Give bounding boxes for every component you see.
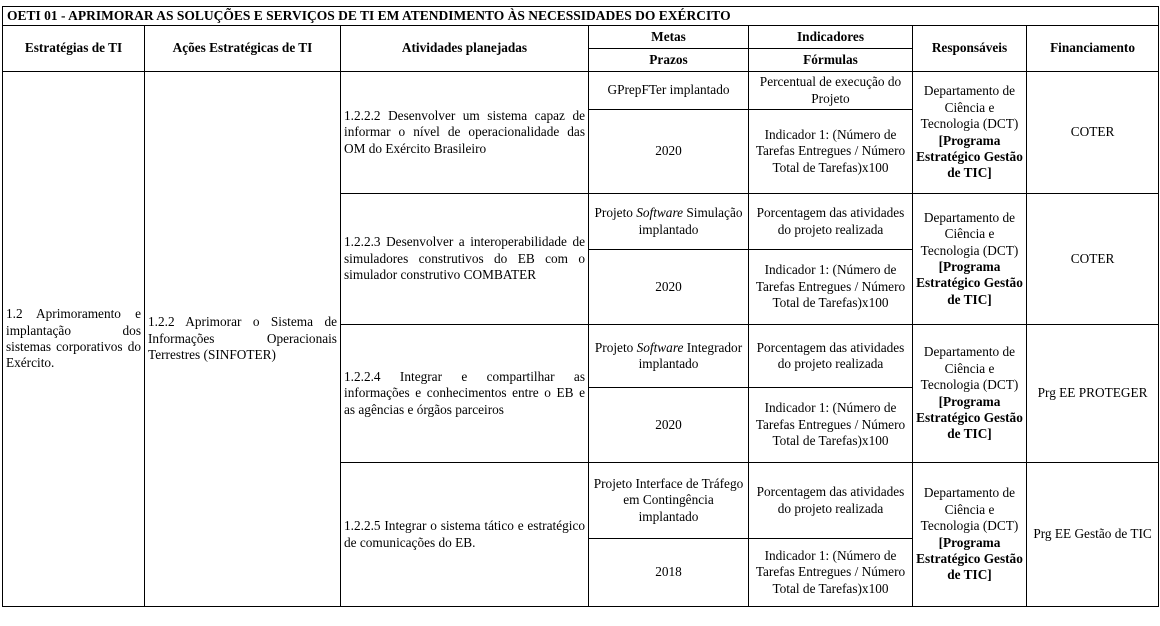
programa-text: [Programa Estratégico Gestão de TIC] <box>916 132 1023 181</box>
responsavel-cell <box>913 325 1027 463</box>
meta-italic: Software <box>636 205 684 221</box>
indicador-cell: Porcentagem das atividades do projeto realizada <box>749 463 913 539</box>
header-acoes: Ações Estratégicas de TI <box>145 26 341 72</box>
financiamento-cell: COTER <box>1027 194 1159 325</box>
header-financiamento: Financiamento <box>1027 26 1159 72</box>
estrategia-cell: 1.2 Aprimoramento e implantação dos sistemas corporativos do Exército. <box>3 72 145 607</box>
meta-prefix: Projeto <box>594 205 637 221</box>
prazo-cell: 2018 <box>589 539 749 607</box>
responsavel-cell <box>913 72 1027 194</box>
indicador-cell: Porcentagem das atividades do projeto realizada <box>749 325 913 388</box>
meta-cell <box>589 325 749 388</box>
meta-cell: Projeto Interface de Tráfego em Contingência implantado <box>589 463 749 539</box>
meta-prefix: Projeto <box>594 339 637 355</box>
formula-cell: Indicador 1: (Número de Tarefas Entregues / Número Total de Tarefas)x100 <box>749 110 913 194</box>
responsavel-text: Departamento de Ciência e Tecnologia (DCT) <box>920 344 1019 393</box>
table-row <box>3 72 1159 110</box>
header-prazos: Prazos <box>589 49 749 72</box>
formula-cell: Indicador 1: (Número de Tarefas Entregues / Número Total de Tarefas)x100 <box>749 539 913 607</box>
meta-cell: GPrepFTer implantado <box>589 72 749 110</box>
meta-cell <box>589 194 749 250</box>
programa-text: [Programa Estratégico Gestão de TIC] <box>916 259 1023 307</box>
formula-cell: Indicador 1: (Número de Tarefas Entregues / Número Total de Tarefas)x100 <box>749 388 913 463</box>
header-formulas: Fórmulas <box>749 49 913 72</box>
header-atividades: Atividades planejadas <box>341 26 589 72</box>
atividade-cell: 1.2.2.3 Desenvolver a interoperabilidade de simuladores construtivos do EB com o simulador construtivo COMBATER <box>341 194 589 325</box>
atividade-cell: 1.2.2.5 Integrar o sistema tático e estratégico de comunicações do EB. <box>341 463 589 607</box>
document-page <box>2 6 1158 607</box>
responsavel-text: Departamento de Ciência e Tecnologia (DCT) <box>920 485 1019 534</box>
prazo-cell: 2020 <box>589 110 749 194</box>
header-estrategias: Estratégias de TI <box>3 26 145 72</box>
formula-cell: Indicador 1: (Número de Tarefas Entregues / Número Total de Tarefas)x100 <box>749 250 913 325</box>
indicador-cell: Percentual de execução do Projeto <box>749 72 913 110</box>
indicador-cell: Porcentagem das atividades do projeto realizada <box>749 194 913 250</box>
prazo-cell: 2020 <box>589 250 749 325</box>
responsavel-cell <box>913 463 1027 607</box>
planning-table <box>2 6 1159 607</box>
atividade-cell: 1.2.2.4 Integrar e compartilhar as informações e conhecimentos entre o EB e as agências e órgãos parceiros <box>341 325 589 463</box>
responsavel-text: Departamento de Ciência e Tecnologia (DCT) <box>920 209 1019 258</box>
financiamento-cell: COTER <box>1027 72 1159 194</box>
programa-text: [Programa Estratégico Gestão de TIC] <box>916 534 1023 583</box>
prazo-cell: 2020 <box>589 388 749 463</box>
meta-suffix: Simulação implantado <box>638 205 743 237</box>
table-title: OETI 01 - APRIMORAR AS SOLUÇÕES E SERVIÇOS DE TI EM ATENDIMENTO ÀS NECESSIDADES DO EXÉRCITO <box>3 7 1159 26</box>
meta-italic: Software <box>636 339 684 355</box>
responsavel-cell <box>913 194 1027 325</box>
programa-text: [Programa Estratégico Gestão de TIC] <box>916 393 1023 442</box>
header-metas: Metas <box>589 26 749 49</box>
header-indicadores: Indicadores <box>749 26 913 49</box>
header-responsaveis: Responsáveis <box>913 26 1027 72</box>
meta-suffix: Integrador implantado <box>638 339 743 371</box>
atividade-cell: 1.2.2.2 Desenvolver um sistema capaz de informar o nível de operacionalidade das OM do Exército Brasileiro <box>341 72 589 194</box>
responsavel-text: Departamento de Ciência e Tecnologia (DCT) <box>920 83 1019 132</box>
acao-cell: 1.2.2 Aprimorar o Sistema de Informações Operacionais Terrestres (SINFOTER) <box>145 72 341 607</box>
financiamento-cell: Prg EE PROTEGER <box>1027 325 1159 463</box>
financiamento-cell: Prg EE Gestão de TIC <box>1027 463 1159 607</box>
